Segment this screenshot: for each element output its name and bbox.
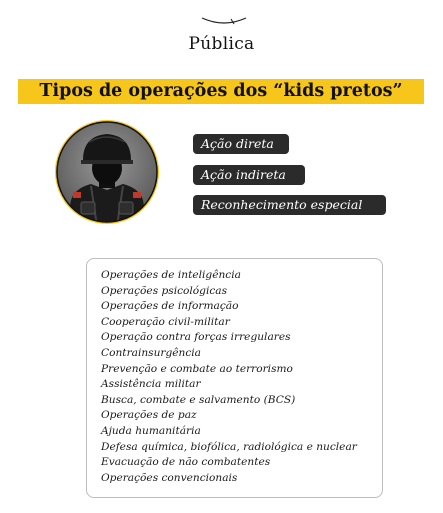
list-item: Operação contra forças irregulares — [101, 331, 291, 344]
list-item: Busca, combate e salvamento (BCS) — [101, 393, 296, 406]
page-title: Tipos de operações dos “kids pretos” — [39, 81, 403, 101]
logo-text: Pública — [188, 34, 255, 54]
list-item: Operações de inteligência — [101, 269, 241, 281]
category-pill-acao-indireta: Ação indireta — [193, 165, 305, 185]
list-item: Assistência militar — [101, 378, 201, 391]
list-item: Ajuda humanitária — [101, 424, 201, 437]
logo-arc-icon — [200, 16, 248, 28]
list-item: Operações psicológicas — [101, 284, 228, 297]
list-item: Operações convencionais — [101, 471, 238, 484]
operations-box — [86, 258, 383, 498]
list-item: Operações de informação — [101, 300, 239, 313]
list-item: Cooperação civil-militar — [101, 315, 230, 328]
category-pill-acao-direta: Ação direta — [193, 134, 289, 154]
list-item: Prevenção e combate ao terrorismo — [101, 362, 293, 375]
list-item: Contrainsurgência — [101, 346, 201, 359]
list-item: Defesa química, biofólica, radiológica e nuclear — [101, 440, 357, 453]
title-banner — [18, 79, 424, 104]
category-pill-reconhecimento-especial: Reconhecimento especial — [193, 195, 386, 215]
list-item: Operações de paz — [101, 409, 197, 422]
soldier-icon — [53, 118, 161, 226]
list-item: Evacuação de não combatentes — [101, 456, 271, 469]
operations-list — [101, 268, 357, 486]
